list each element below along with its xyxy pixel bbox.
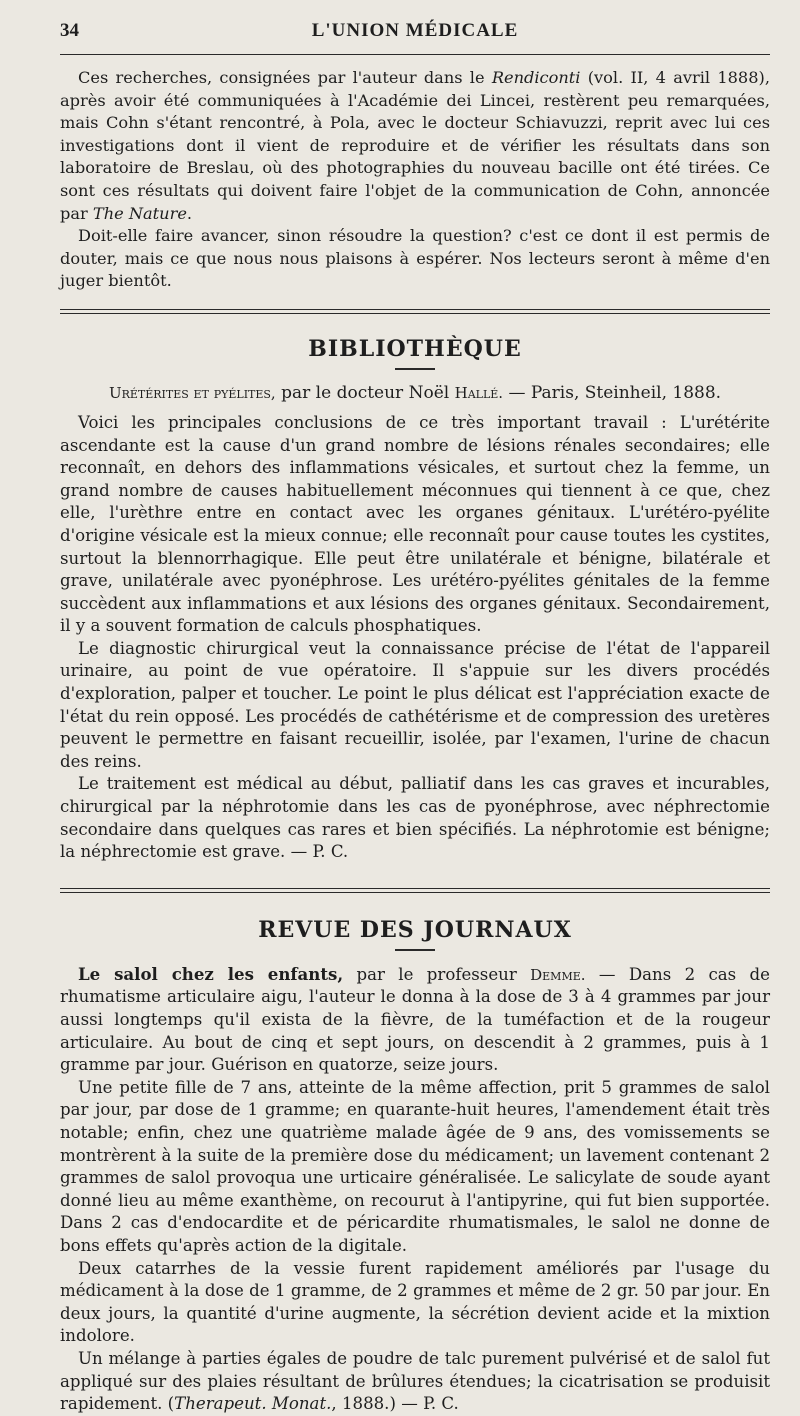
source-citation: Therapeut. Monat. — [174, 1394, 332, 1414]
article-author-name: Demme. — [530, 965, 586, 984]
intro-section — [60, 67, 770, 293]
page-number: 34 — [60, 20, 79, 41]
last-paragraph-tail: , 1888.) — P. C. — [331, 1394, 459, 1414]
header-rule — [60, 54, 770, 55]
review-paragraph-2: Le diagnostic chirurgical veut la connaissance précise de l'état de l'appareil urinaire, au point de vue opératoire. Il s'appuie sur les divers procédés d'exploration, palper et toucher. Le point le plus délicat est l'appréciation exacte de l'état du rein opposé. Les procédés de cathétérisme et de compression des uretères peuvent le permettre en faisant recueillir, isolée, par l'examen, l'urine de chacun des reins. — [60, 638, 770, 771]
book-author-name: Hallé. — [454, 383, 504, 402]
page-header — [60, 18, 770, 44]
article-author-prefix: par le professeur — [356, 964, 517, 984]
journal-paragraph-1 — [60, 963, 770, 1077]
journal-paragraph-2: Une petite fille de 7 ans, atteinte de la même affection, prit 5 grammes de salol par jour, par dose de 1 gramme; en quarante-huit heures, l'amendement était très notable; enfin, chez une quatrième malade âgée de 9 ans, des vomissements se montrèrent à la suite de la première dose du médicament; un lavement contenant 2 grammes de salol provoqua une urticaire généralisée. Le salicylate de soude ayant donné lieu au même exanthème, on recourut à l'antipyrine, qui fut bien supportée. Dans 2 cas d'endocardite et de péricardite rhumatismales, le salol ne donne de bons effets qu'après action de la digitale. — [60, 1077, 770, 1255]
last-paragraph-main: Un mélange à parties égales de poudre de talc purement pulvérisé et de salol fut appliqué sur des plaies résultant de brûlures étendues; la cicatrisation se produisit rapidement. ( — [60, 1348, 770, 1414]
publication-name: The Nature — [92, 203, 187, 223]
section-divider-revue — [60, 888, 770, 893]
book-reference — [60, 382, 770, 404]
article-lead: Le salol chez les enfants, — [78, 963, 344, 984]
book-publisher: — Paris, Steinheil, 1888. — [508, 382, 722, 403]
intro-paragraph-1: Ces recherches, consignées par l'auteur dans le Rendiconti (vol. II, 4 avril 1888), après avoir été communiquées à l'Académie dei Lincei, restèrent peu remarquées, mais Cohn s'étant rencontré, à Pola, avec le docteur Schiavuzzi, reprit avec lui ces investigations dont il vient de reproduire et de vérifier les résultats dans son laboratoire de Breslau, où des photographies du nouveau bacille ont été tirées. Ce sont ces résultats qui doivent faire l'objet de la communication de Cohn, annoncée par The Nature. — [60, 68, 770, 223]
revue-section — [60, 917, 770, 1416]
journal-paragraph-4 — [60, 1348, 770, 1416]
section-title-bibliotheque: BIBLIOTHÈQUE — [308, 335, 522, 362]
intro-paragraph-2: Doit-elle faire avancer, sinon résoudre la question? c'est ce dont il est permis de douter, mais ce que nous nous plaisons à espérer. Nos lecteurs seront à même d'en juger bientôt. — [60, 226, 770, 291]
publication-name: Rendiconti — [491, 68, 581, 87]
review-paragraph-1: Voici les principales conclusions de ce très important travail : L'urétérite ascendante est la cause d'un grand nombre de lésions rénales secondaires; elle reconnaît, en dehors des inflammations vésicales, et surtout chez la femme, un grand nombre de causes habituellement méconnues qui tiennent à ce que, chez elle, l'urèthre entre en contact avec les organes génitaux. L'urétéro-pyélite d'origine vésicale est la mieux connue; elle reconnaît pour cause toutes les cystites, surtout la blennorrhagique. Elle peut être unilatérale et bénigne, bilatérale et grave, unilatérale avec pyonéphrose. Les urétéro-pyélites génitales de la femme succèdent aux inflammations et aux lésions des organes génitaux. Secondairement, il y a souvent formation de calculs phosphatiques. — [60, 412, 770, 636]
section-divider-bibliotheque — [60, 309, 770, 314]
journal-title: L'UNION MÉDICALE — [311, 20, 519, 41]
review-paragraph-3: Le traitement est médical au début, palliatif dans les cas graves et incurables, chirurgical par la néphrotomie dans les cas de pyonéphrose, avec néphrectomie secondaire dans quelques cas rares et bien spécifiés. La néphrotomie est bénigne; la néphrectomie est grave. — P. C. — [60, 774, 770, 862]
journal-paragraph-3: Deux catarrhes de la vessie furent rapidement améliorés par l'usage du médicament à la dose de 1 gramme, de 2 grammes et même de 2 gr. 50 par jour. En deux jours, la quantité d'urine augmente, la sécrétion devient acide et la mixtion indolore. — [60, 1258, 770, 1346]
title-underline — [395, 949, 435, 951]
section-title-revue: REVUE DES JOURNAUX — [258, 916, 572, 943]
book-title: Urétérites et pyélites, — [108, 383, 276, 402]
article-first-text: — Dans 2 cas de rhumatisme articulaire aigu, l'auteur le donna à la dose de 3 à 4 grammes par jour aussi longtemps qu'il exista de la fièvre, de la tuméfaction et de la rougeur articulaire. Au bout de cinq et sept jours, on descendit à 2 grammes, puis à 1 gramme par jour. Guérison en quatorze, seize jours. — [60, 964, 770, 1075]
book-author-prefix: par le docteur Noël — [281, 382, 450, 403]
title-underline — [395, 368, 435, 370]
bibliotheque-section — [60, 336, 770, 864]
